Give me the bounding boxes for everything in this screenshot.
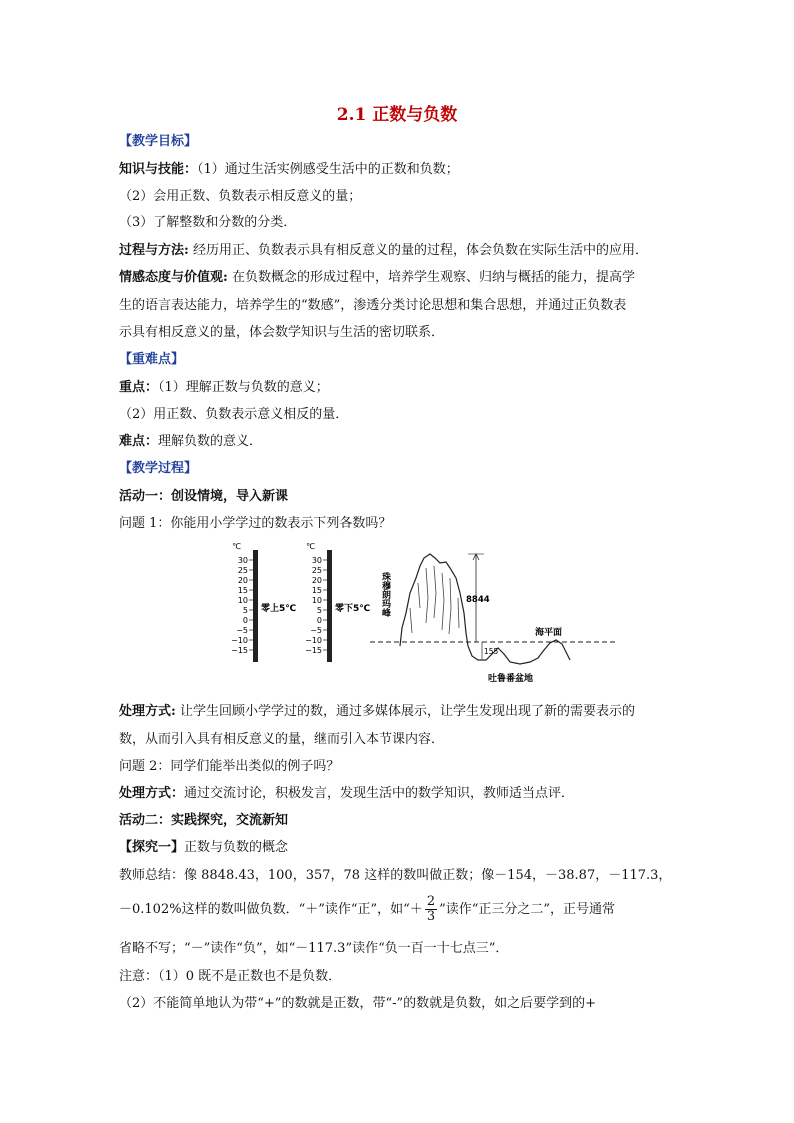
depth-label: 155 — [484, 647, 499, 656]
therm2-tick-label: 25 — [311, 566, 322, 575]
therm1-tick-label: 25 — [237, 566, 248, 575]
basin-label: 吐鲁番盆地 — [488, 674, 534, 684]
therm2-tick-label: −15 — [305, 646, 322, 655]
therm2-label: 零下5℃ — [335, 604, 371, 614]
summary-line-2 — [119, 895, 615, 925]
terrain-diagram — [370, 554, 615, 684]
therm1-tick-label: −15 — [231, 646, 248, 655]
summary-line-1: 教师总结：像 8848.43，100，357，78 这样的数叫做正数；像－154，－38.87，－117.3， — [119, 868, 672, 883]
explore-text: 正数与负数的概念 — [184, 840, 289, 855]
therm1-tick-label: 20 — [237, 576, 248, 585]
therm1-tube — [253, 550, 258, 662]
focus-label: 重点： — [119, 380, 159, 395]
emotion-line-3: 示具有相反意义的量，体会数学知识与生活的密切联系． — [119, 325, 445, 340]
explore-line — [119, 839, 288, 857]
mountain-texture — [410, 566, 459, 634]
sea-label: 海平面 — [535, 628, 563, 638]
knowledge-item-1: （1）通过生活实例感受生活中的正数和负数； — [197, 162, 459, 177]
handling-text-1: 让学生回顾小学学过的数，通过多媒体展示，让学生发现出现了新的需要表示的 — [175, 704, 635, 719]
focus-item-2: （2）用正数、负数表示意义相反的量． — [119, 407, 349, 422]
therm1-tick-label: 5 — [242, 606, 248, 615]
focus-line-1 — [119, 379, 329, 397]
difficulty-text: 理解负数的意义． — [158, 434, 263, 449]
knowledge-item-3: （3）了解整数和分数的分类． — [119, 215, 297, 230]
difficulty-line — [119, 433, 262, 451]
therm1-tick-label: 0 — [242, 616, 248, 625]
peak-label: 珠穆朗玛峰 — [380, 572, 390, 617]
handling2-text: 通过交流讨论，积极发言，发现生活中的数学知识，教师适当点评． — [184, 786, 575, 801]
therm1-tick-label: 10 — [237, 596, 248, 605]
activity2-heading: 活动二：实践探究，交流新知 — [119, 813, 289, 828]
intro-figure — [220, 538, 620, 688]
emotion-label: 情感态度与价值观: — [119, 270, 228, 285]
summary-line-3: 省略不写；“－”读作“负”，如“－117.3”读作“负一百一十七点三”． — [119, 941, 509, 956]
summary-text-2b: ”读作“正三分之二”，正号通常 — [439, 902, 616, 917]
section-teaching-process: 【教学过程】 — [119, 461, 198, 476]
therm2-tick-label: 30 — [311, 556, 322, 565]
explore-label: 【探究一】 — [119, 840, 185, 855]
therm2-tick-label: −5 — [310, 626, 322, 635]
process-method-line — [119, 242, 648, 260]
therm2-tick-label: −10 — [305, 636, 322, 645]
note-line-1: 注意：（1）0 既不是正数也不是负数． — [119, 969, 342, 984]
method-text: 经历用正、负数表示具有相反意义的量的过程，体会负数在实际生活中的应用． — [188, 243, 648, 258]
knowledge-label: 知识与技能： — [119, 162, 198, 177]
method-label: 过程与方法: — [119, 243, 189, 258]
handling-line-1 — [119, 703, 635, 721]
page-title: 2.1 正数与负数 — [336, 105, 458, 125]
therm2-unit: ℃ — [306, 542, 315, 551]
difficulty-label: 难点： — [119, 434, 159, 449]
therm2-tube — [327, 550, 332, 662]
therm2-tick-label: 5 — [316, 606, 322, 615]
section-key-points: 【重难点】 — [119, 352, 185, 367]
fraction-two-thirds — [425, 895, 437, 924]
knowledge-item-2: （2）会用正数、负数表示相反意义的量； — [119, 189, 362, 204]
emotion-line-1 — [119, 269, 635, 287]
therm2-tick-label: 10 — [311, 596, 322, 605]
handling2-line — [119, 785, 574, 803]
knowledge-skills-line — [119, 161, 459, 179]
therm1-unit: ℃ — [232, 542, 241, 551]
therm1-tick-label: 15 — [237, 586, 248, 595]
thermometer-minus5 — [305, 542, 370, 662]
therm2-tick-label: 15 — [311, 586, 322, 595]
focus-item-1: （1）理解正数与负数的意义； — [158, 380, 329, 395]
handling2-label: 处理方式： — [119, 786, 185, 801]
therm1-tick-label: 30 — [237, 556, 248, 565]
fraction-numerator: 2 — [426, 894, 436, 909]
summary-text-2a: －0.102%这样的数叫做负数．“＋”读作“正”，如“＋ — [119, 902, 423, 917]
emotion-line-2: 生的语言表达能力，培养学生的“数感”，渗透分类讨论思想和集合思想，并通过正负数表 — [119, 298, 627, 313]
thermometer-plus5 — [231, 542, 296, 662]
emotion-text-1: 在负数概念的形成过程中，培养学生观察、归纳与概括的能力，提高学 — [227, 270, 635, 285]
section-teaching-goals: 【教学目标】 — [119, 134, 198, 149]
therm1-label: 零上5℃ — [261, 604, 297, 614]
therm1-tick-label: −10 — [231, 636, 248, 645]
handling-line-2: 数，从而引入具有相反意义的量，继而引入本节课内容． — [119, 732, 445, 747]
activity1-heading: 活动一：创设情境，导入新课 — [119, 489, 289, 504]
therm2-tick-label: 20 — [311, 576, 322, 585]
therm1-tick-label: −5 — [236, 626, 248, 635]
question-1: 问题 1：你能用小学学过的数表示下列各数吗？ — [119, 516, 392, 531]
therm2-tick-label: 0 — [316, 616, 322, 625]
handling-label: 处理方式: — [119, 704, 176, 719]
height-label: 8844 — [466, 595, 490, 605]
fraction-denominator: 3 — [426, 909, 436, 924]
note-line-2: （2）不能简单地认为带“+”的数就是正数，带“-”的数就是负数，如之后要学到的+ — [119, 996, 597, 1011]
question-2: 问题 2：同学们能举出类似的例子吗？ — [119, 759, 340, 774]
